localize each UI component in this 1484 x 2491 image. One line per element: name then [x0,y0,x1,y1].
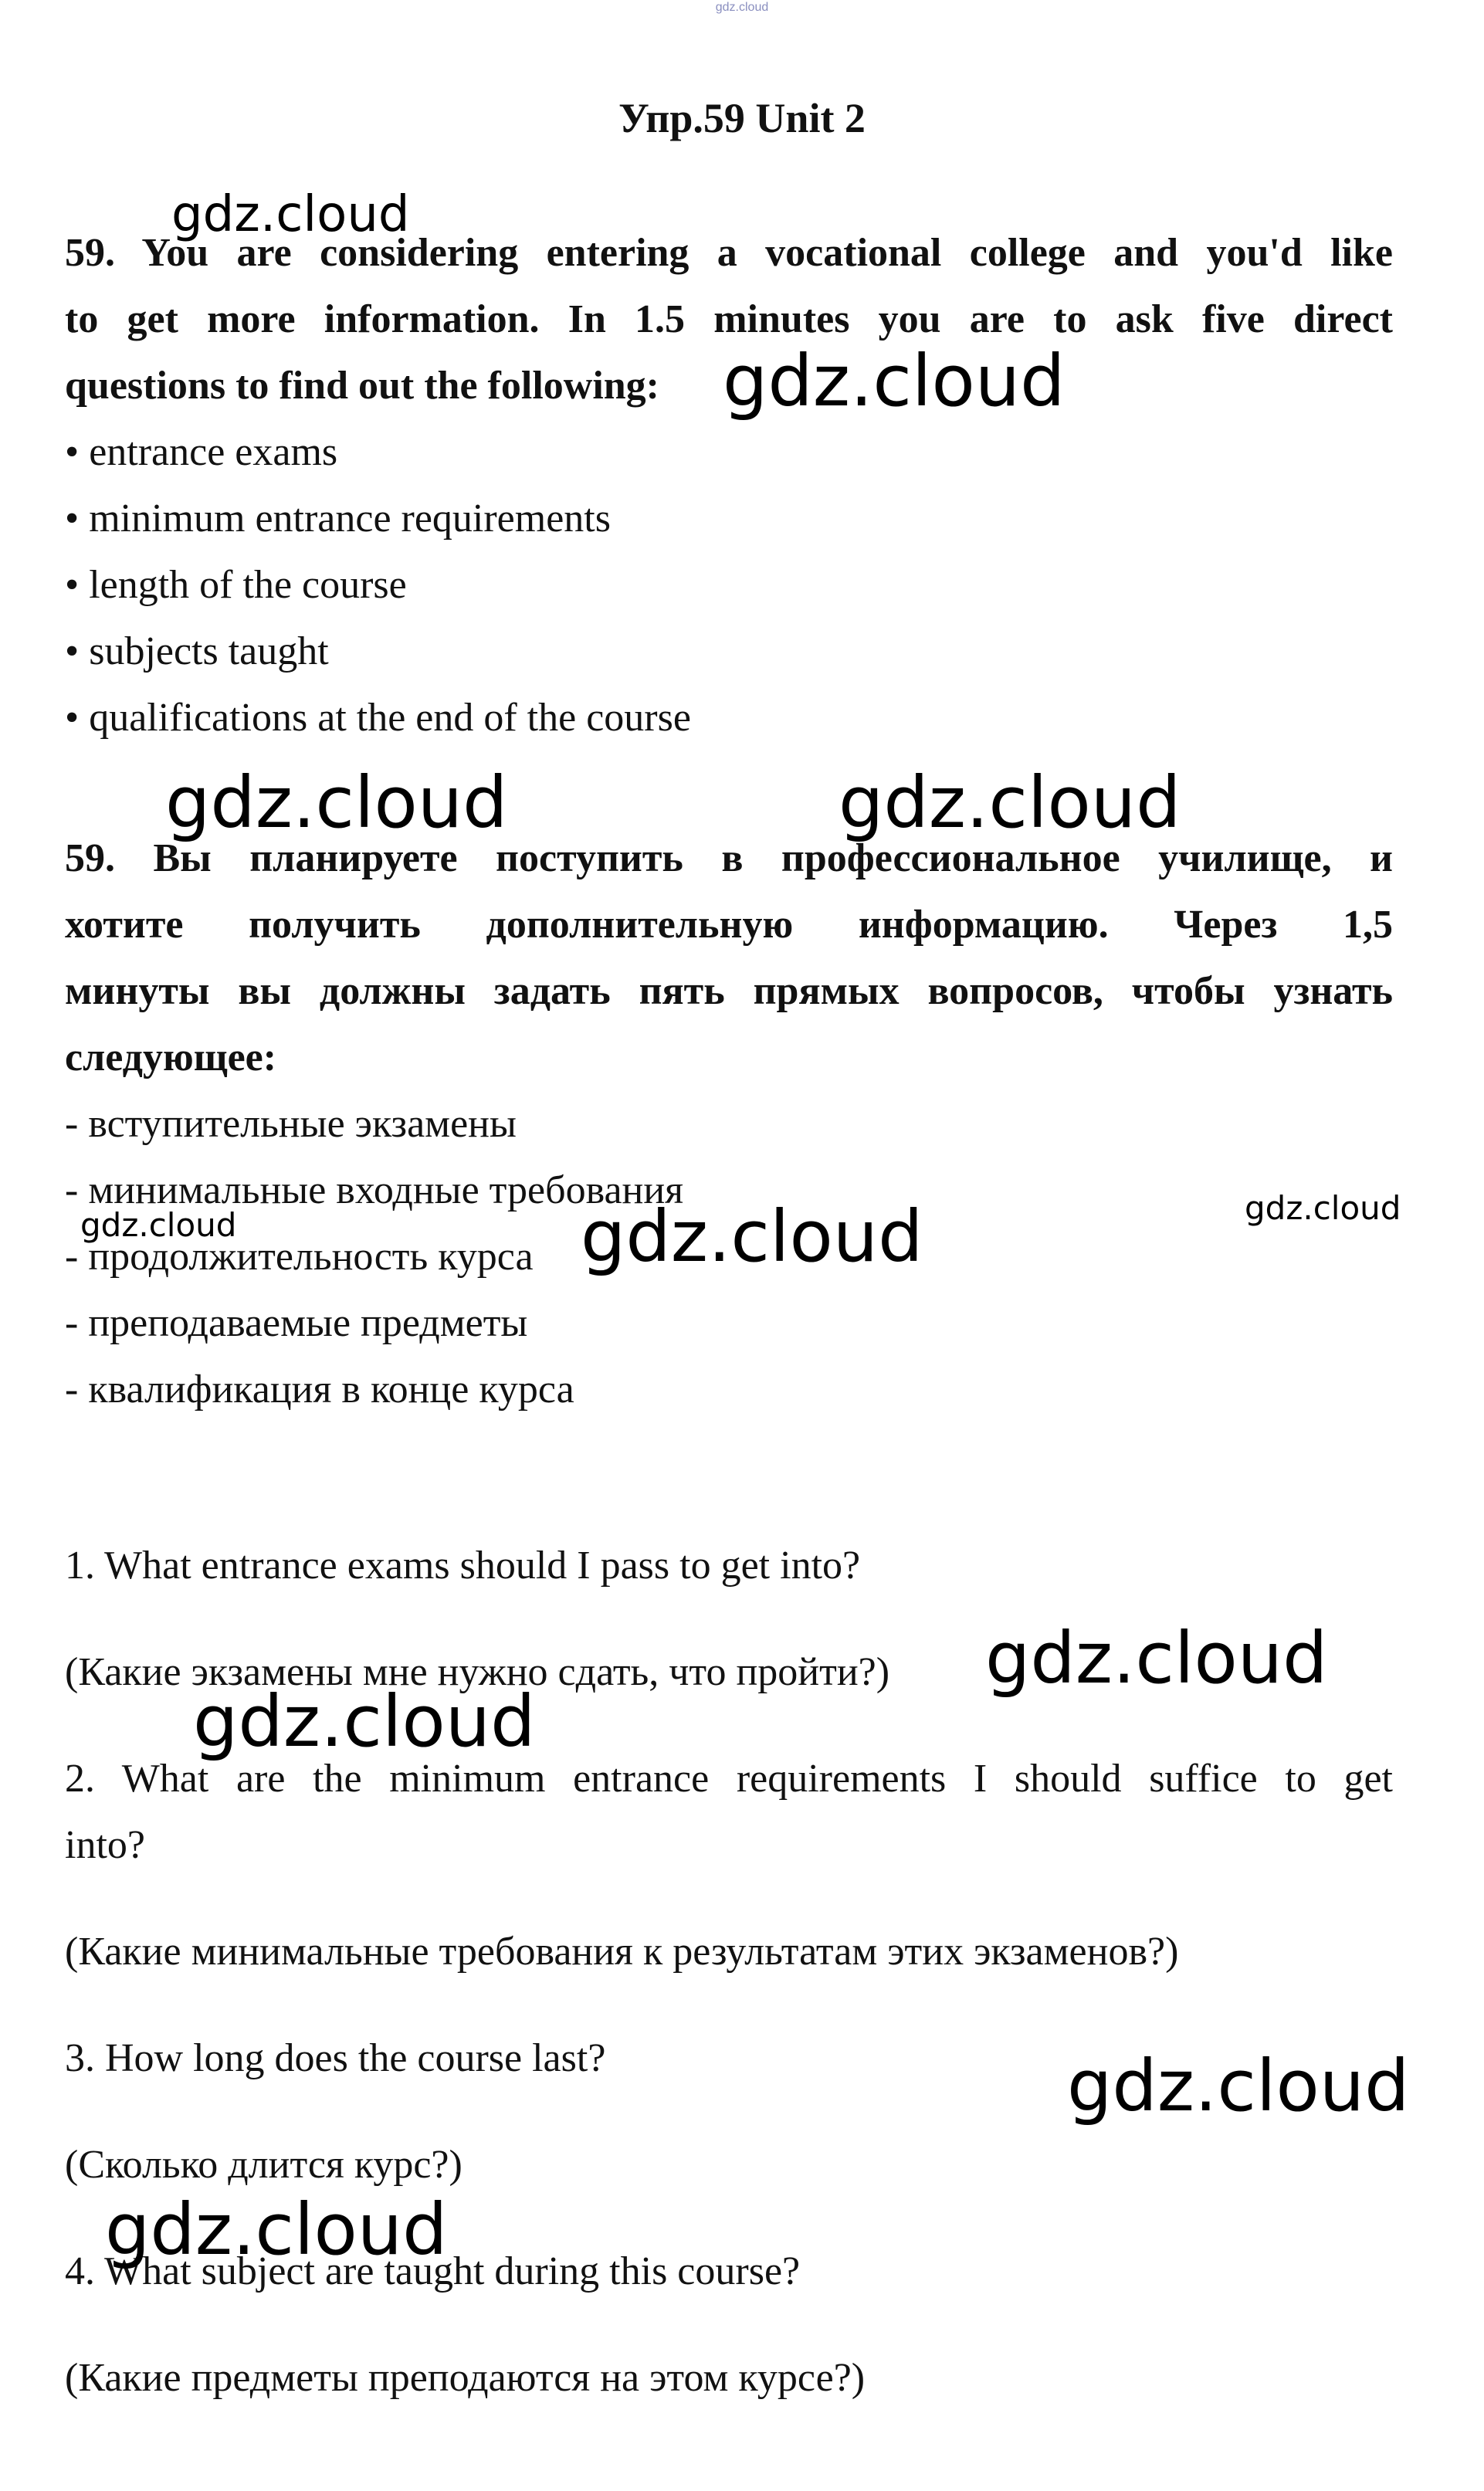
task-en-bullet: • qualifications at the end of the course [65,696,691,740]
answer-question-2-line-1: 2. What are the minimum entrance requirements I should suffice to get [65,1757,1393,1801]
answer-question-3: 3. How long does the course last? [65,2036,606,2080]
watermark: gdz.cloud [80,1206,237,1244]
answer-question-1: 1. What entrance exams should I pass to get into? [65,1544,861,1588]
watermark: gdz.cloud [1067,2045,1410,2127]
task-en-bullet: • minimum entrance requirements [65,497,611,541]
task-ru-bullet: - продолжительность курса [65,1235,534,1279]
task-ru-line-2: хотите получить дополнительную информацию. Через 1,5 [65,903,1393,947]
task-ru-line-3: минуты вы должны задать пять прямых вопросов, чтобы узнать [65,969,1393,1013]
answer-translation-2: (Какие минимальные требования к результатам этих экзаменов?) [65,1930,1179,1974]
task-en-bullet: • length of the course [65,563,407,607]
answer-translation-4: (Какие предметы преподаются на этом курсе?) [65,2356,866,2400]
task-ru-bullet: - вступительные экзамены [65,1102,517,1146]
page-title: Упр.59 Unit 2 [618,95,866,141]
task-ru-line-1: 59. Вы планируете поступить в профессиональное училище, и [65,836,1393,880]
task-en-bullet: • subjects taught [65,629,329,673]
task-en-line-1: 59. You are considering entering a vocational college and you'd like [65,231,1393,275]
watermark: gdz.cloud [839,761,1181,844]
watermark: gdz.cloud [723,340,1066,422]
watermark: gdz.cloud [165,761,508,844]
task-ru-bullet: - минимальные входные требования [65,1168,684,1212]
task-en-bullet: • entrance exams [65,430,338,474]
answer-question-4: 4. What subject are taught during this course? [65,2249,801,2293]
task-ru-bullet: - преподаваемые предметы [65,1301,528,1345]
top-watermark: gdz.cloud [715,1,769,14]
watermark: gdz.cloud [193,1680,536,1763]
answer-question-2-line-2: into? [65,1823,145,1867]
watermark: gdz.cloud [985,1617,1328,1700]
watermark: gdz.cloud [105,2188,448,2271]
task-en-line-2: to get more information. In 1.5 minutes you are to ask five direct [65,297,1393,341]
watermark: gdz.cloud [171,186,410,243]
answer-translation-3: (Сколько длится курс?) [65,2143,462,2187]
task-en-line-3: questions to find out the following: [65,364,659,408]
answer-translation-1: (Какие экзамены мне нужно сдать, что пройти?) [65,1650,890,1694]
watermark: gdz.cloud [581,1195,923,1278]
task-ru-line-4: следующее: [65,1035,277,1079]
watermark: gdz.cloud [1245,1189,1401,1227]
task-ru-bullet: - квалификация в конце курса [65,1368,574,1412]
